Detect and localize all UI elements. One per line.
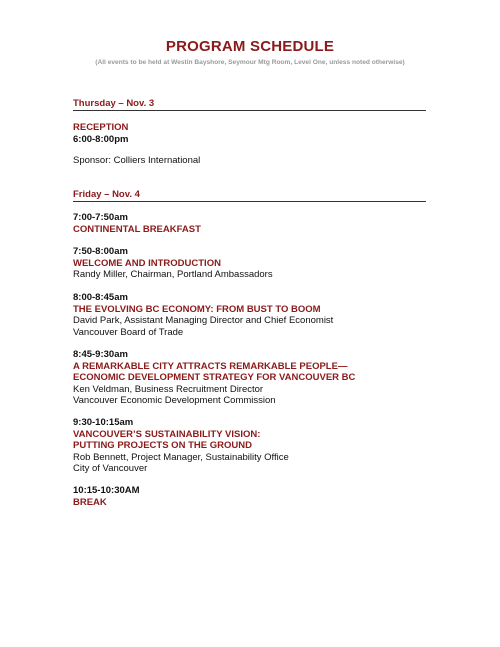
session-speaker: Rob Bennett, Project Manager, Sustainability Office — [73, 451, 289, 463]
session-speaker: Randy Miller, Chairman, Portland Ambassadors — [73, 269, 273, 281]
session-title-line-1: VANCOUVER’S SUSTAINABILITY VISION: — [73, 428, 261, 440]
session-speaker: David Park, Assistant Managing Director and Chief Economist — [73, 315, 334, 327]
session-time: 8:00-8:45am — [73, 292, 128, 303]
session-time: 7:50-8:00am — [73, 246, 128, 257]
session-breakfast — [73, 212, 453, 235]
session-economy — [73, 292, 453, 338]
session-remarkable-city — [73, 349, 453, 407]
session-title-line-1: A REMARKABLE CITY ATTRACTS REMARKABLE PEOPLE— — [73, 360, 348, 372]
session-organization: City of Vancouver — [73, 463, 148, 475]
session-title: WELCOME AND INTRODUCTION — [73, 257, 221, 269]
session-time: 9:30-10:15am — [73, 417, 134, 428]
session-title-line-2: ECONOMIC DEVELOPMENT STRATEGY FOR VANCOUVER BC — [73, 372, 356, 384]
session-title-line-2: PUTTING PROJECTS ON THE GROUND — [73, 440, 252, 452]
session-sponsor — [73, 155, 453, 167]
session-organization: Vancouver Economic Development Commission — [73, 395, 276, 407]
session-title: BREAK — [73, 496, 107, 508]
session-title: CONTINENTAL BREAKFAST — [73, 223, 201, 235]
session-title: RECEPTION — [73, 122, 129, 133]
session-organization: Vancouver Board of Trade — [73, 326, 184, 338]
session-time: 6:00-8:00pm — [73, 133, 129, 145]
day-heading-friday: Friday – Nov. 4 — [73, 189, 426, 202]
session-time: 8:45-9:30am — [73, 349, 128, 360]
session-welcome — [73, 246, 453, 281]
page-subtitle: (All events to be held at Westin Bayshore, Seymour Mtg Room, Level One, unless noted otherwise) — [95, 59, 405, 66]
session-time: 10:15-10:30AM — [73, 485, 140, 496]
day-heading-thursday: Thursday – Nov. 3 — [73, 98, 426, 111]
session-speaker: Ken Veldman, Business Recruitment Director — [73, 383, 264, 395]
session-reception — [73, 122, 453, 145]
session-break — [73, 485, 453, 508]
sponsor-text: Sponsor: Colliers International — [73, 155, 201, 166]
page-title: PROGRAM SCHEDULE — [165, 38, 335, 55]
session-title: THE EVOLVING BC ECONOMY: FROM BUST TO BOOM — [73, 303, 321, 315]
session-time: 7:00-7:50am — [73, 212, 128, 223]
session-sustainability — [73, 417, 453, 475]
